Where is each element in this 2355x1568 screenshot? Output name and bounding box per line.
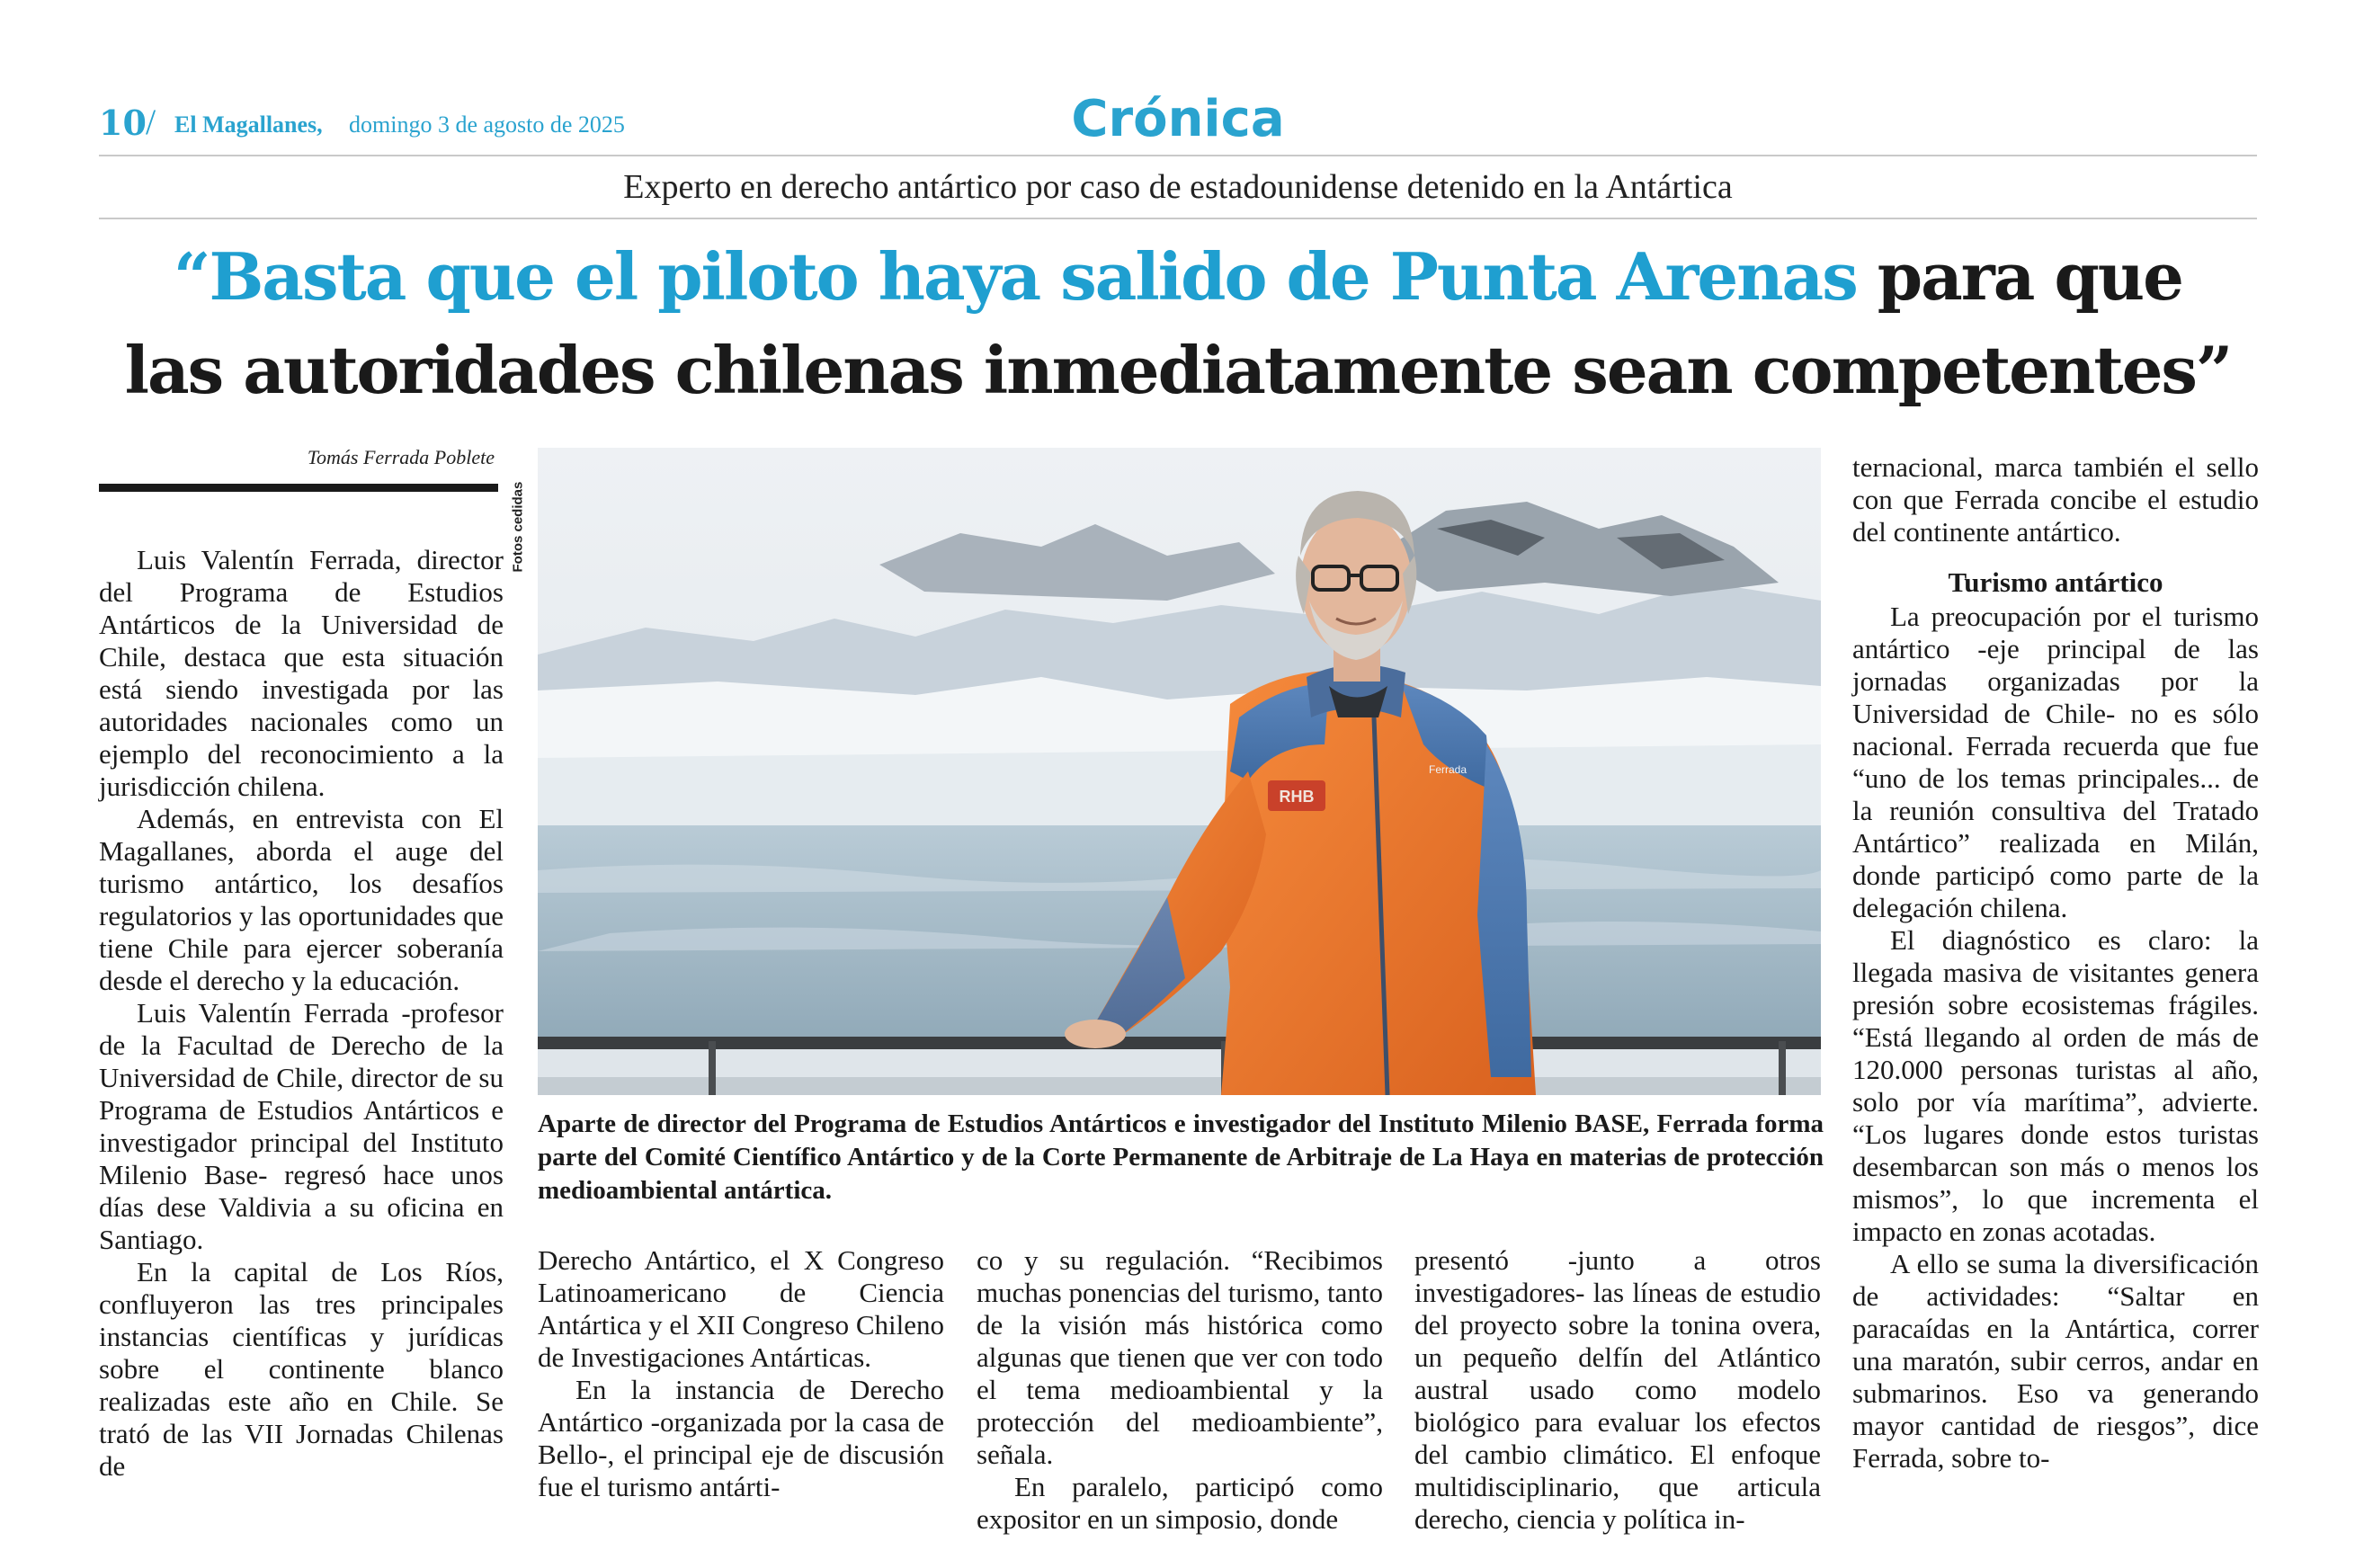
paragraph: Luis Valentín Ferrada -profesor de la Facultad de Derecho de la Universidad de Chile, director de su Programa de Estudios Antárticos e investigador principal del Instituto Milenio Base- regresó hace unos días dese Valdivia a su oficina en Santiago.: [99, 997, 504, 1255]
paragraph: Además, en entrevista con El Magallanes, aborda el auge del turismo antártico, los desafíos regulatorios y las oportunidades que tiene Chile para ejercer soberanía desde el derecho y la educación.: [99, 803, 504, 996]
headline-highlight: “Basta que el piloto haya salido de Punta Arenas: [174, 238, 1857, 315]
paragraph: presentó -junto a otros investigadores- las líneas de estudio del proyecto sobre la tonina overa, un pequeño delfín del Atlántico austral usado como modelo biológico para evaluar los efectos del cambio climático. El enfoque multidisciplinario, que articula derecho, ciencia y política in-: [1414, 1244, 1821, 1535]
paragraph: En paralelo, participó como expositor en un simposio, donde: [977, 1471, 1383, 1535]
subheading: Turismo antártico: [1948, 566, 2163, 598]
jacket-brand: Ferrada: [1428, 763, 1467, 776]
byline: Tomás Ferrada Poblete: [307, 446, 495, 468]
jacket-badge: RHB: [1279, 788, 1315, 806]
paragraph: co y su regulación. “Recibimos muchas ponencias del turismo, tanto de la visión más histórica como algunas que tienen que ver con todo el tema medioambiental y la protección del medioambiente”, señala.: [977, 1244, 1383, 1470]
paragraph: Luis Valentín Ferrada, director del Programa de Estudios Antárticos de la Universidad de Chile, destaca que esta situación está siendo investigada por las autoridades nacionales como un ejemplo del reconocimiento a la jurisdicción chilena.: [99, 544, 504, 802]
headline-line1-rest: para que: [1856, 238, 2182, 315]
article-column-1: [99, 544, 504, 1483]
article-column-5: [1852, 451, 2259, 1474]
photo-caption: Aparte de director del Programa de Estudios Antárticos e investigador del Instituto Milenio BASE, Ferrada forma parte del Comité Científico Antártico y de la Corte Permanente de Arbitraje de La Haya en materias de protección medioambiental antártica.: [538, 1109, 1824, 1205]
kicker: Experto en derecho antártico por caso de estadounidense detenido en la Antártica: [623, 168, 1733, 206]
article-column-3: [977, 1244, 1383, 1536]
newspaper-name: El Magallanes,: [174, 111, 323, 138]
paragraph: Derecho Antártico, el X Congreso Latinoamericano de Ciencia Antártica y el XII Congreso Chileno de Investigaciones Antárticas.: [538, 1244, 944, 1373]
headline: [99, 230, 2257, 417]
page-header: [99, 90, 2257, 156]
section-title: Crónica: [1071, 90, 1285, 148]
paragraph: El diagnóstico es claro: la llegada masiva de visitantes genera presión sobre ecosistemas frágiles. “Está llegando al orden de más de 120.000 personas turistas al año, solo por vía marítima”, advierte. “Los lugares donde estos turistas desembarcan son más o menos los mismos”, lo que incrementa el impacto en zonas acotadas.: [1852, 924, 2259, 1247]
article-column-4: [1414, 1244, 1821, 1536]
paragraph: La preocupación por el turismo antártico -eje principal de las jornadas organizadas por la Universidad de Chile- no es sólo nacional. Ferrada recuerda que fue “uno de los temas principales... de la reunión consultiva del Tratado Antártico” realizada en Milán, donde participó como parte de la delegación chilena.: [1852, 601, 2259, 923]
header-slash: /: [146, 102, 156, 142]
photo-credit-text: Fotos cedidas: [510, 481, 526, 573]
paragraph: En la capital de Los Ríos, confluyeron las tres principales instancias científicas y jurídicas sobre el continente blanco realizadas este año en Chile. Se trató de las VII Jornadas Chilenas de: [99, 1256, 504, 1482]
byline-rule: [99, 484, 498, 492]
article-column-2: [538, 1244, 944, 1503]
headline-line2: las autoridades chilenas inmediatamente sean competentes”: [124, 332, 2232, 408]
article-photo: [538, 448, 1821, 1095]
kicker-divider: [99, 218, 2257, 219]
issue-date: domingo 3 de agosto de 2025: [349, 111, 625, 138]
paragraph: A ello se suma la diversificación de actividades: “Saltar en paracaídas en la Antártica, correr una maratón, subir cerros, andar en submarinos. Eso va generando mayor cantidad de riesgos”, dice Ferrada, sobre to-: [1852, 1248, 2259, 1474]
paragraph: ternacional, marca también el sello con que Ferrada concibe el estudio del continente antártico.: [1852, 451, 2259, 548]
paragraph: En la instancia de Derecho Antártico -organizada por la casa de Bello-, el principal eje de discusión fue el turismo antárti-: [538, 1374, 944, 1502]
photo-illustration: [538, 448, 1821, 1095]
page-number: 10: [99, 102, 147, 143]
photo-credit: [505, 450, 525, 575]
